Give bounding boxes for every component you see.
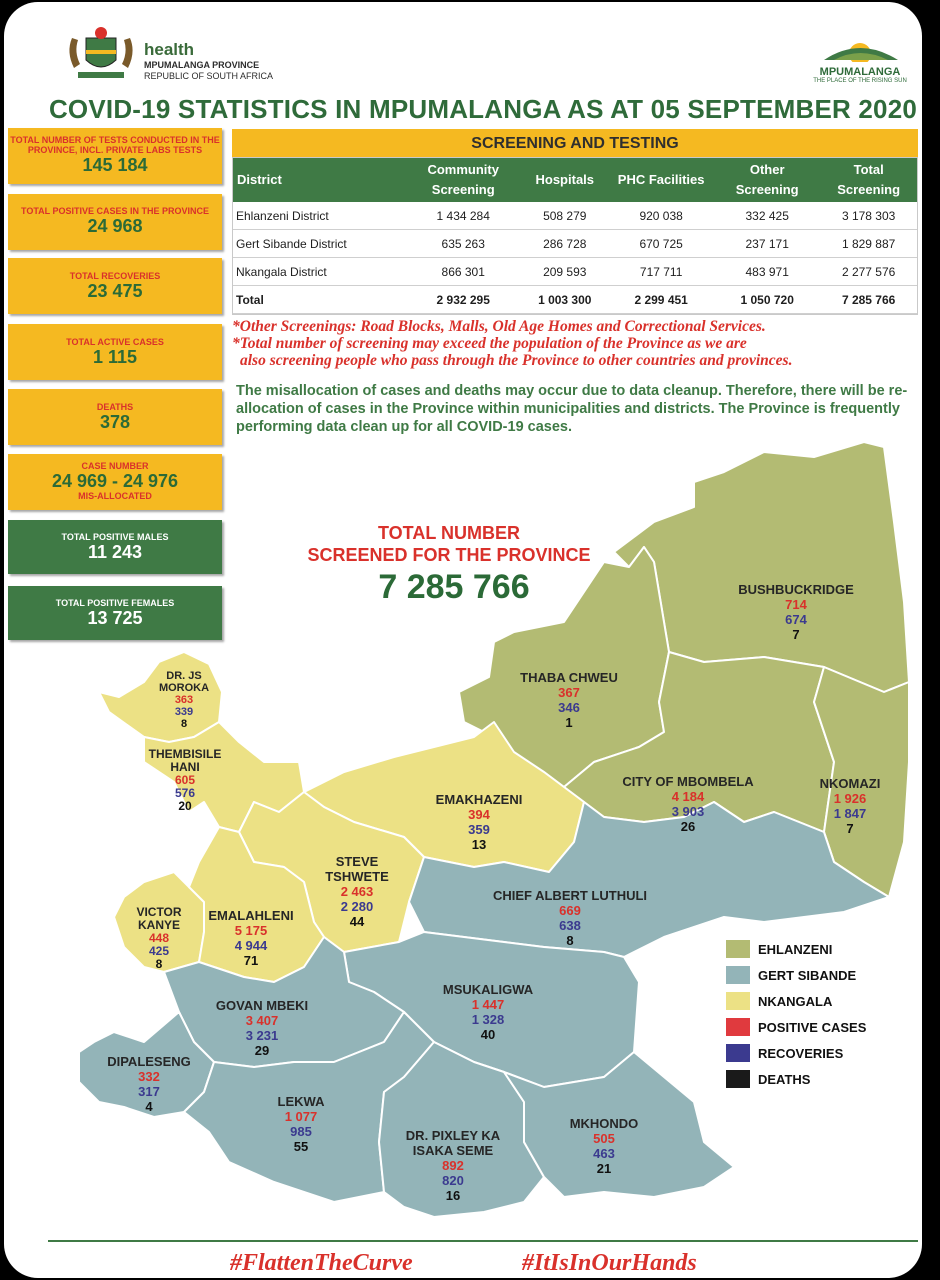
municipality-label [480,888,660,948]
recoveries: 3 903 [671,804,705,819]
cell-value: 483 971 [714,258,820,286]
municipality-name: DR. JS MOROKA [158,670,210,694]
municipality-name: THABA CHWEU [520,670,618,685]
positive-cases: 605 [174,773,196,787]
deaths: 13 [471,837,487,852]
total-screened-label [264,522,634,566]
municipality-label [208,908,294,968]
screening-table-title: SCREENING AND TESTING [232,129,918,157]
legend-item [726,1066,866,1092]
deaths: 8 [155,957,163,971]
positive-cases: 892 [442,1158,464,1173]
positive-cases: 394 [468,807,490,822]
cell-district: Gert Sibande District [233,230,405,258]
deaths: 40 [480,1027,496,1042]
footer-divider [48,1240,918,1242]
stat-value: 378 [99,412,131,432]
note-total-screening: *Total number of screening may exceed the population of the Province as we are [232,335,747,352]
recoveries: 317 [138,1084,160,1099]
positive-cases: 1 077 [284,1109,318,1124]
total-screened-value: 7 285 766 [378,568,530,606]
municipality-label [144,748,226,813]
department-name: health [144,40,195,59]
cell-value: 866 301 [405,258,521,286]
total-screened-line2: SCREENED FOR THE PROVINCE [307,545,591,565]
cell-value: 508 279 [521,202,608,230]
stat-label-secondary: MIS-ALLOCATED [78,491,152,501]
municipality-name: DR. PIXLEY KA ISAKA SEME [405,1128,501,1158]
municipality-label [154,670,214,730]
municipality-name: EMAKHAZENI [435,792,523,807]
recoveries: 576 [174,786,196,800]
cell-value: 7 285 766 [820,286,917,314]
cell-district: Ehlanzeni District [233,202,405,230]
cell-value: 635 263 [405,230,521,258]
deaths: 21 [596,1161,612,1176]
deaths: 8 [180,718,188,730]
municipality-name: CITY OF MBOMBELA [622,774,754,789]
legend-label: RECOVERIES [758,1045,844,1061]
logo-text: MPUMALANGA [819,66,901,78]
page-title: COVID-19 STATISTICS IN MPUMALANGA AS AT 05 SEPTEMBER 2020 [48,94,918,124]
legend-item [726,1040,866,1066]
cell-value: 332 425 [714,202,820,230]
cell-value: 286 728 [521,230,608,258]
municipality-name: NKOMAZI [819,776,881,791]
legend-swatch [726,966,750,984]
positive-cases: 714 [785,597,807,612]
cell-value: 1 434 284 [405,202,521,230]
stat-value: 13 725 [87,608,143,628]
legend-swatch [726,1044,750,1062]
deaths: 7 [846,821,854,836]
legend-label: POSITIVE CASES [758,1019,867,1035]
municipality-name: VICTOR KANYE [136,905,182,932]
positive-cases: 2 463 [340,884,374,899]
deaths: 26 [680,819,696,834]
misallocation-note: The misallocation of cases and deaths may occur due to data cleanup. Therefore, there will be re-allocation of cases in the Province within municipalities and districts. The Province is frequently performing data clean up for all COVID-19 cases. [236,383,908,435]
stat-value: 23 475 [87,281,143,301]
legend-item [726,1014,866,1040]
stat-value: 1 115 [92,347,138,367]
recoveries: 985 [290,1124,312,1139]
positive-cases: 332 [138,1069,160,1084]
municipality-name: GOVAN MBEKI [215,998,309,1013]
deaths: 55 [293,1139,309,1154]
recoveries: 425 [148,944,170,958]
recoveries: 3 231 [245,1028,279,1043]
legend-item [726,988,866,1014]
municipality-label [726,582,866,642]
legend-label: EHLANZENI [758,941,833,957]
deaths: 1 [565,715,573,730]
hashtag-it-is-in-our-hands: #ItIsInOurHands [522,1250,697,1276]
cell-value: 237 171 [714,230,820,258]
municipality-name: BUSHBUCKRIDGE [738,582,854,597]
municipality-label [428,982,548,1042]
positive-cases: 448 [148,931,170,945]
municipality-label [424,792,534,852]
recoveries: 463 [593,1146,615,1161]
positive-cases: 4 184 [671,789,705,804]
stat-label: TOTAL NUMBER OF TESTS CONDUCTED IN THE PROVINCE, INCL. PRIVATE LABS TESTS [10,135,220,155]
stat-value: 145 184 [82,155,148,175]
cell-value: 920 038 [608,202,714,230]
province-name: MPUMALANGA PROVINCE [144,60,260,70]
cell-value: 670 725 [608,230,714,258]
municipality-name: STEVE TSHWETE [325,854,389,884]
municipality-label [94,1054,204,1114]
municipality-name: MKHONDO [569,1116,639,1131]
positive-cases: 3 407 [245,1013,279,1028]
infographic-card [4,2,922,1278]
deaths: 8 [566,933,574,948]
note-total-screening-cont: also screening people who pass through the Province to other countries and provinces. [240,352,793,369]
stat-label: TOTAL POSITIVE CASES IN THE PROVINCE [20,206,210,216]
stat-label: TOTAL POSITIVE MALES [61,532,169,542]
municipality-label [608,774,768,834]
cell-value: 3 178 303 [820,202,917,230]
recoveries: 339 [174,706,194,718]
positive-cases: 1 926 [833,791,867,806]
column-header: Community Screening [405,158,521,202]
stat-value: 24 969 - 24 976 [51,471,179,491]
municipality-label [128,906,190,971]
note-other-screenings: *Other Screenings: Road Blocks, Malls, Old Age Homes and Correctional Services. [232,318,766,335]
legend-label: DEATHS [758,1071,811,1087]
cell-value: 1 003 300 [521,286,608,314]
cell-value: 2 277 576 [820,258,917,286]
municipality-label [316,854,398,929]
municipality-label [554,1116,654,1176]
total-screened-line1: TOTAL NUMBER [378,523,520,543]
municipality-name: MSUKALIGWA [442,982,534,997]
recoveries: 638 [559,918,581,933]
municipality-name: CHIEF ALBERT LUTHULI [492,888,648,903]
recoveries: 4 944 [234,938,268,953]
legend-item [726,936,866,962]
cell-value: 1 829 887 [820,230,917,258]
legend-label: GERT SIBANDE [758,967,857,983]
recoveries: 359 [468,822,490,837]
column-header: Hospitals [521,158,608,202]
legend-swatch [726,1018,750,1036]
positive-cases: 5 175 [234,923,268,938]
cell-value: 209 593 [521,258,608,286]
positive-cases: 1 447 [471,997,505,1012]
map-legend [726,936,866,1092]
legend-swatch [726,940,750,958]
municipality-label [810,776,890,836]
recoveries: 820 [442,1173,464,1188]
municipality-name: EMALAHLENI [208,908,294,923]
cell-value: 2 932 295 [405,286,521,314]
logo-tagline: THE PLACE OF THE RISING SUN [813,78,907,84]
municipality-name: DIPALESENG [107,1054,191,1069]
legend-label: NKANGALA [758,993,833,1009]
recoveries: 2 280 [340,899,374,914]
deaths: 71 [243,953,259,968]
stat-value: 11 243 [87,542,143,562]
recoveries: 674 [785,612,807,627]
deaths: 4 [145,1099,153,1114]
positive-cases: 363 [174,694,194,706]
stat-label: DEATHS [96,402,134,412]
recoveries: 1 328 [471,1012,505,1027]
column-header: Total Screening [820,158,917,202]
cell-value: 717 711 [608,258,714,286]
stat-label: TOTAL POSITIVE FEMALES [55,598,175,608]
deaths: 20 [178,799,192,813]
legend-swatch [726,992,750,1010]
deaths: 7 [792,627,800,642]
cell-district: Total [233,286,405,314]
cell-district: Nkangala District [233,258,405,286]
deaths: 44 [349,914,365,929]
municipality-name: LEKWA [277,1094,325,1109]
column-header: PHC Facilities [608,158,714,202]
stat-value: 24 968 [87,216,143,236]
republic-name: REPUBLIC OF SOUTH AFRICA [144,71,274,81]
legend-item [726,962,866,988]
cell-value: 2 299 451 [608,286,714,314]
cell-value: 1 050 720 [714,286,820,314]
deaths: 29 [254,1043,270,1058]
column-header: Other Screening [714,158,820,202]
positive-cases: 505 [593,1131,615,1146]
recoveries: 1 847 [833,806,867,821]
stat-label: TOTAL RECOVERIES [69,271,161,281]
deaths: 16 [445,1188,461,1203]
positive-cases: 669 [559,903,581,918]
municipality-label [266,1094,336,1154]
positive-cases: 367 [558,685,580,700]
municipality-label [514,670,624,730]
legend-swatch [726,1070,750,1088]
stat-label: TOTAL ACTIVE CASES [66,337,164,347]
column-header: District [233,158,405,202]
municipality-label [388,1128,518,1203]
municipality-name: THEMBISILE HANI [148,747,222,774]
municipality-label [202,998,322,1058]
stat-label: CASE NUMBER [81,461,149,471]
recoveries: 346 [558,700,580,715]
hashtag-flatten-the-curve: #FlattenTheCurve [230,1250,413,1276]
